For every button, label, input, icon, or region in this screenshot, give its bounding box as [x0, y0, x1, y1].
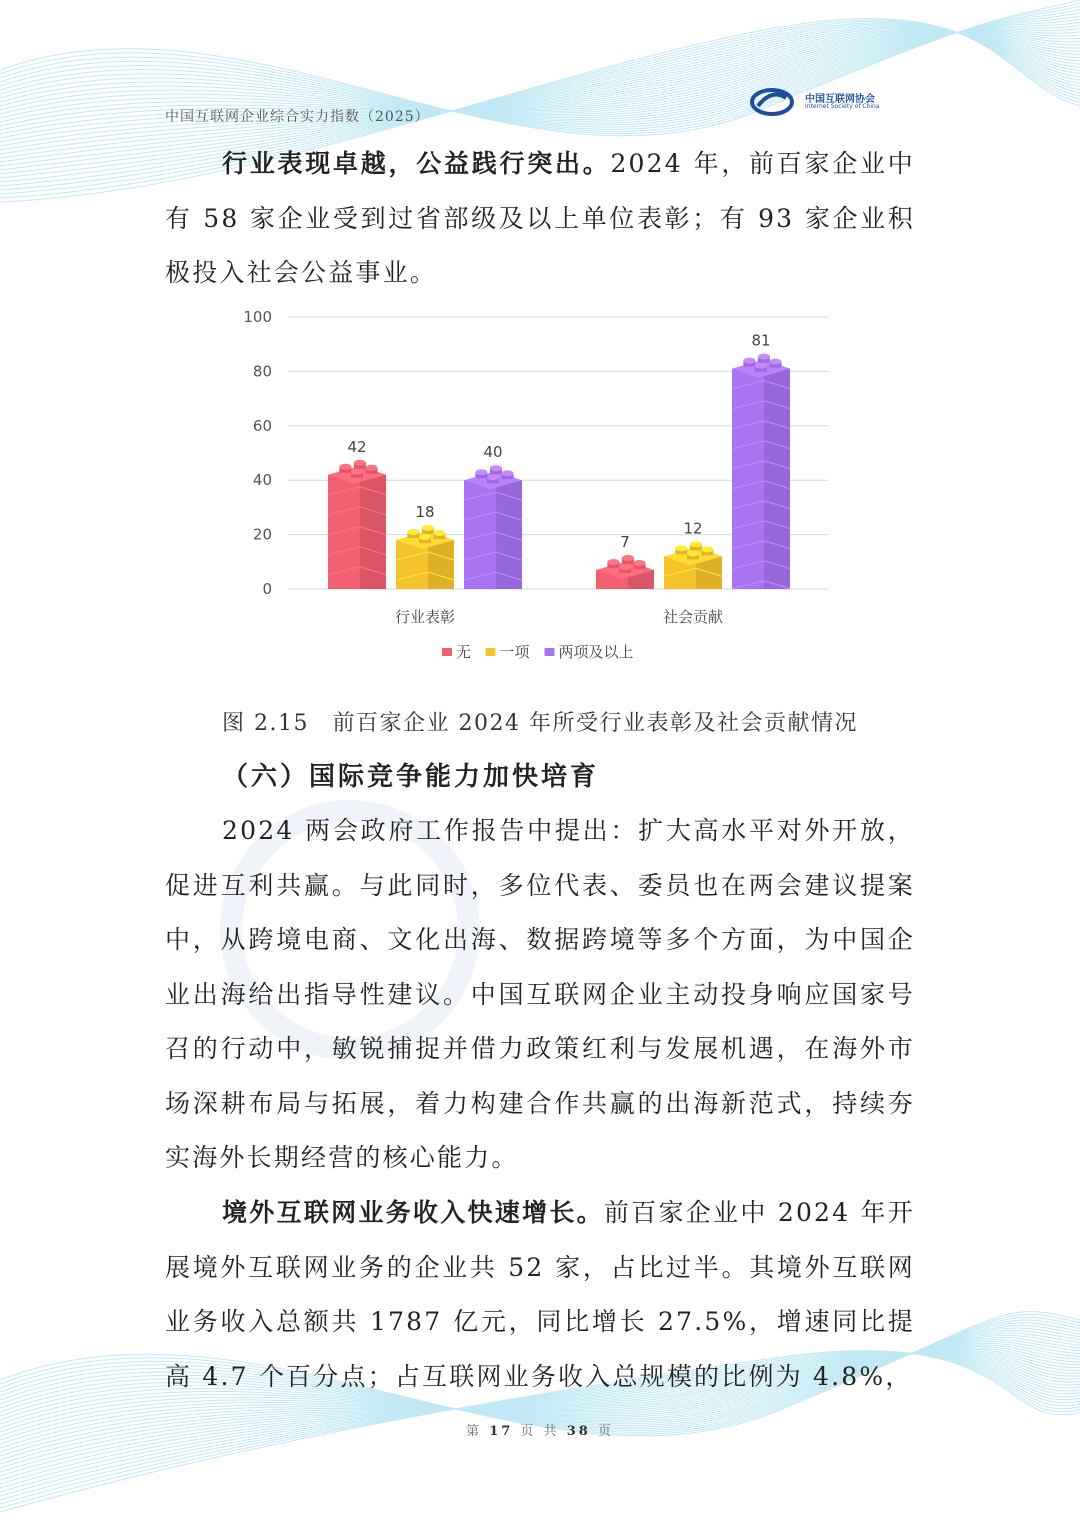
- bar-stud-top: [366, 465, 378, 471]
- bar-stud-top: [351, 469, 363, 475]
- bar: [664, 519, 722, 589]
- awards-bar-chart: [230, 300, 850, 680]
- legend-swatch: [486, 648, 496, 656]
- chart-legend: [442, 643, 634, 661]
- chart-y-axis: [243, 308, 272, 598]
- logo-cn-text: 中国互联网协会: [805, 94, 875, 105]
- bar-stud-top: [422, 525, 434, 531]
- bar-stud-top: [687, 550, 699, 556]
- document-title: 中国互联网企业综合实力指数（2025）: [165, 109, 430, 125]
- y-tick-label: 40: [252, 471, 272, 490]
- bar: [732, 332, 790, 589]
- footer-suffix: 页: [597, 1424, 614, 1439]
- bar-stud-top: [675, 545, 687, 551]
- paragraph-international: 2024 两会政府工作报告中提出：扩大高水平对外开放，促进互利共赢。与此同时，多位代表、委员也在两会建议提案中，从跨境电商、文化出海、数据跨境等多个方面，为中国企业出海给出指导性建议。中国互联网企业主动投身响应国家号召的行动中，敏锐捕捉并借力政策红利与发展机遇，在海外市场深耕布局与拓展，着力构建合作共赢的出海新范式，持续夯实海外长期经营的核心能力。: [165, 816, 915, 1172]
- bar: [464, 443, 522, 589]
- bar-stud-top: [690, 541, 702, 547]
- section-heading: （六）国际竞争能力加快培育: [222, 762, 600, 792]
- logo-en-text: Internet Society of China: [805, 103, 880, 110]
- bar-side-shade: [360, 475, 386, 589]
- bar-stud-top: [619, 564, 631, 570]
- bar-stud-top: [702, 546, 714, 552]
- bar: [596, 533, 654, 589]
- bar-stud-top: [407, 529, 419, 535]
- bar-stud-top: [755, 363, 767, 369]
- legend-label: 两项及以上: [558, 643, 634, 661]
- bar-stud-top: [743, 358, 755, 364]
- bar-stud-top: [607, 559, 619, 565]
- legend-swatch: [442, 648, 452, 656]
- data-label: 18: [415, 503, 435, 522]
- x-category-label: 行业表彰: [394, 608, 456, 626]
- bar-stud-top: [622, 555, 634, 561]
- paragraph-overseas-body: 前百家企业中 2024 年开展境外互联网业务的企业共 52 家，占比过半。其境外互联网业务收入总额共 1787 亿元，同比增长 27.5%，增速同比提高 4.7 个百分点；占互联网业务收入总规模的比例为 4.8%，: [165, 1198, 915, 1391]
- paragraph-awards-lead: 行业表现卓越，公益践行突出。: [222, 149, 611, 178]
- data-label: 81: [751, 331, 771, 350]
- legend-label: 无: [456, 643, 472, 661]
- bar-stud-top: [419, 534, 431, 540]
- legend-swatch: [545, 648, 555, 656]
- bar: [396, 503, 454, 589]
- chart-bars: [328, 332, 790, 589]
- paragraph-awards: [165, 137, 915, 301]
- footer-total-pages: 38: [566, 1424, 591, 1439]
- data-label: 7: [620, 532, 630, 551]
- y-tick-label: 100: [243, 308, 272, 326]
- x-category-label: 社会贡献: [662, 608, 724, 626]
- paragraph-overseas-lead: 境外互联网业务收入快速增长。: [222, 1198, 604, 1227]
- data-label: 40: [483, 443, 503, 462]
- bar-stud-top: [502, 470, 514, 476]
- footer-page-number: 17: [489, 1424, 514, 1439]
- page-footer: [0, 1420, 1080, 1439]
- y-tick-label: 60: [252, 416, 272, 435]
- y-tick-label: 20: [252, 525, 272, 544]
- legend-label: 一项: [499, 643, 530, 661]
- bar: [328, 438, 386, 589]
- bar-stud-top: [758, 354, 770, 360]
- footer-prefix: 第: [466, 1424, 483, 1439]
- paragraph-awards-body: 2024 年，前百家企业中有 58 家企业受到过省部级及以上单位表彰；有 93 家企业积极投入社会公益事业。: [165, 149, 915, 287]
- bar-stud-top: [770, 359, 782, 365]
- data-label: 12: [683, 519, 703, 538]
- bar-stud-top: [475, 469, 487, 475]
- isc-logo: [750, 86, 900, 120]
- paragraph-overseas-revenue: [165, 1186, 915, 1404]
- y-tick-label: 80: [252, 362, 272, 381]
- bar-side-shade: [428, 540, 454, 589]
- footer-middle: 页 共: [520, 1424, 560, 1439]
- bar-stud-top: [634, 560, 646, 566]
- bar-stud-top: [487, 474, 499, 480]
- y-tick-label: 0: [262, 580, 272, 598]
- bar-stud-top: [434, 530, 446, 536]
- bar-stud-top: [490, 465, 502, 471]
- data-label: 42: [347, 437, 367, 456]
- bar-stud-top: [339, 464, 351, 470]
- isc-logo-icon: [750, 88, 794, 116]
- bar-stud-top: [354, 460, 366, 466]
- chart-x-axis: [395, 608, 723, 626]
- figure-caption: 图 2.15 前百家企业 2024 年所受行业表彰及社会贡献情况: [222, 711, 858, 736]
